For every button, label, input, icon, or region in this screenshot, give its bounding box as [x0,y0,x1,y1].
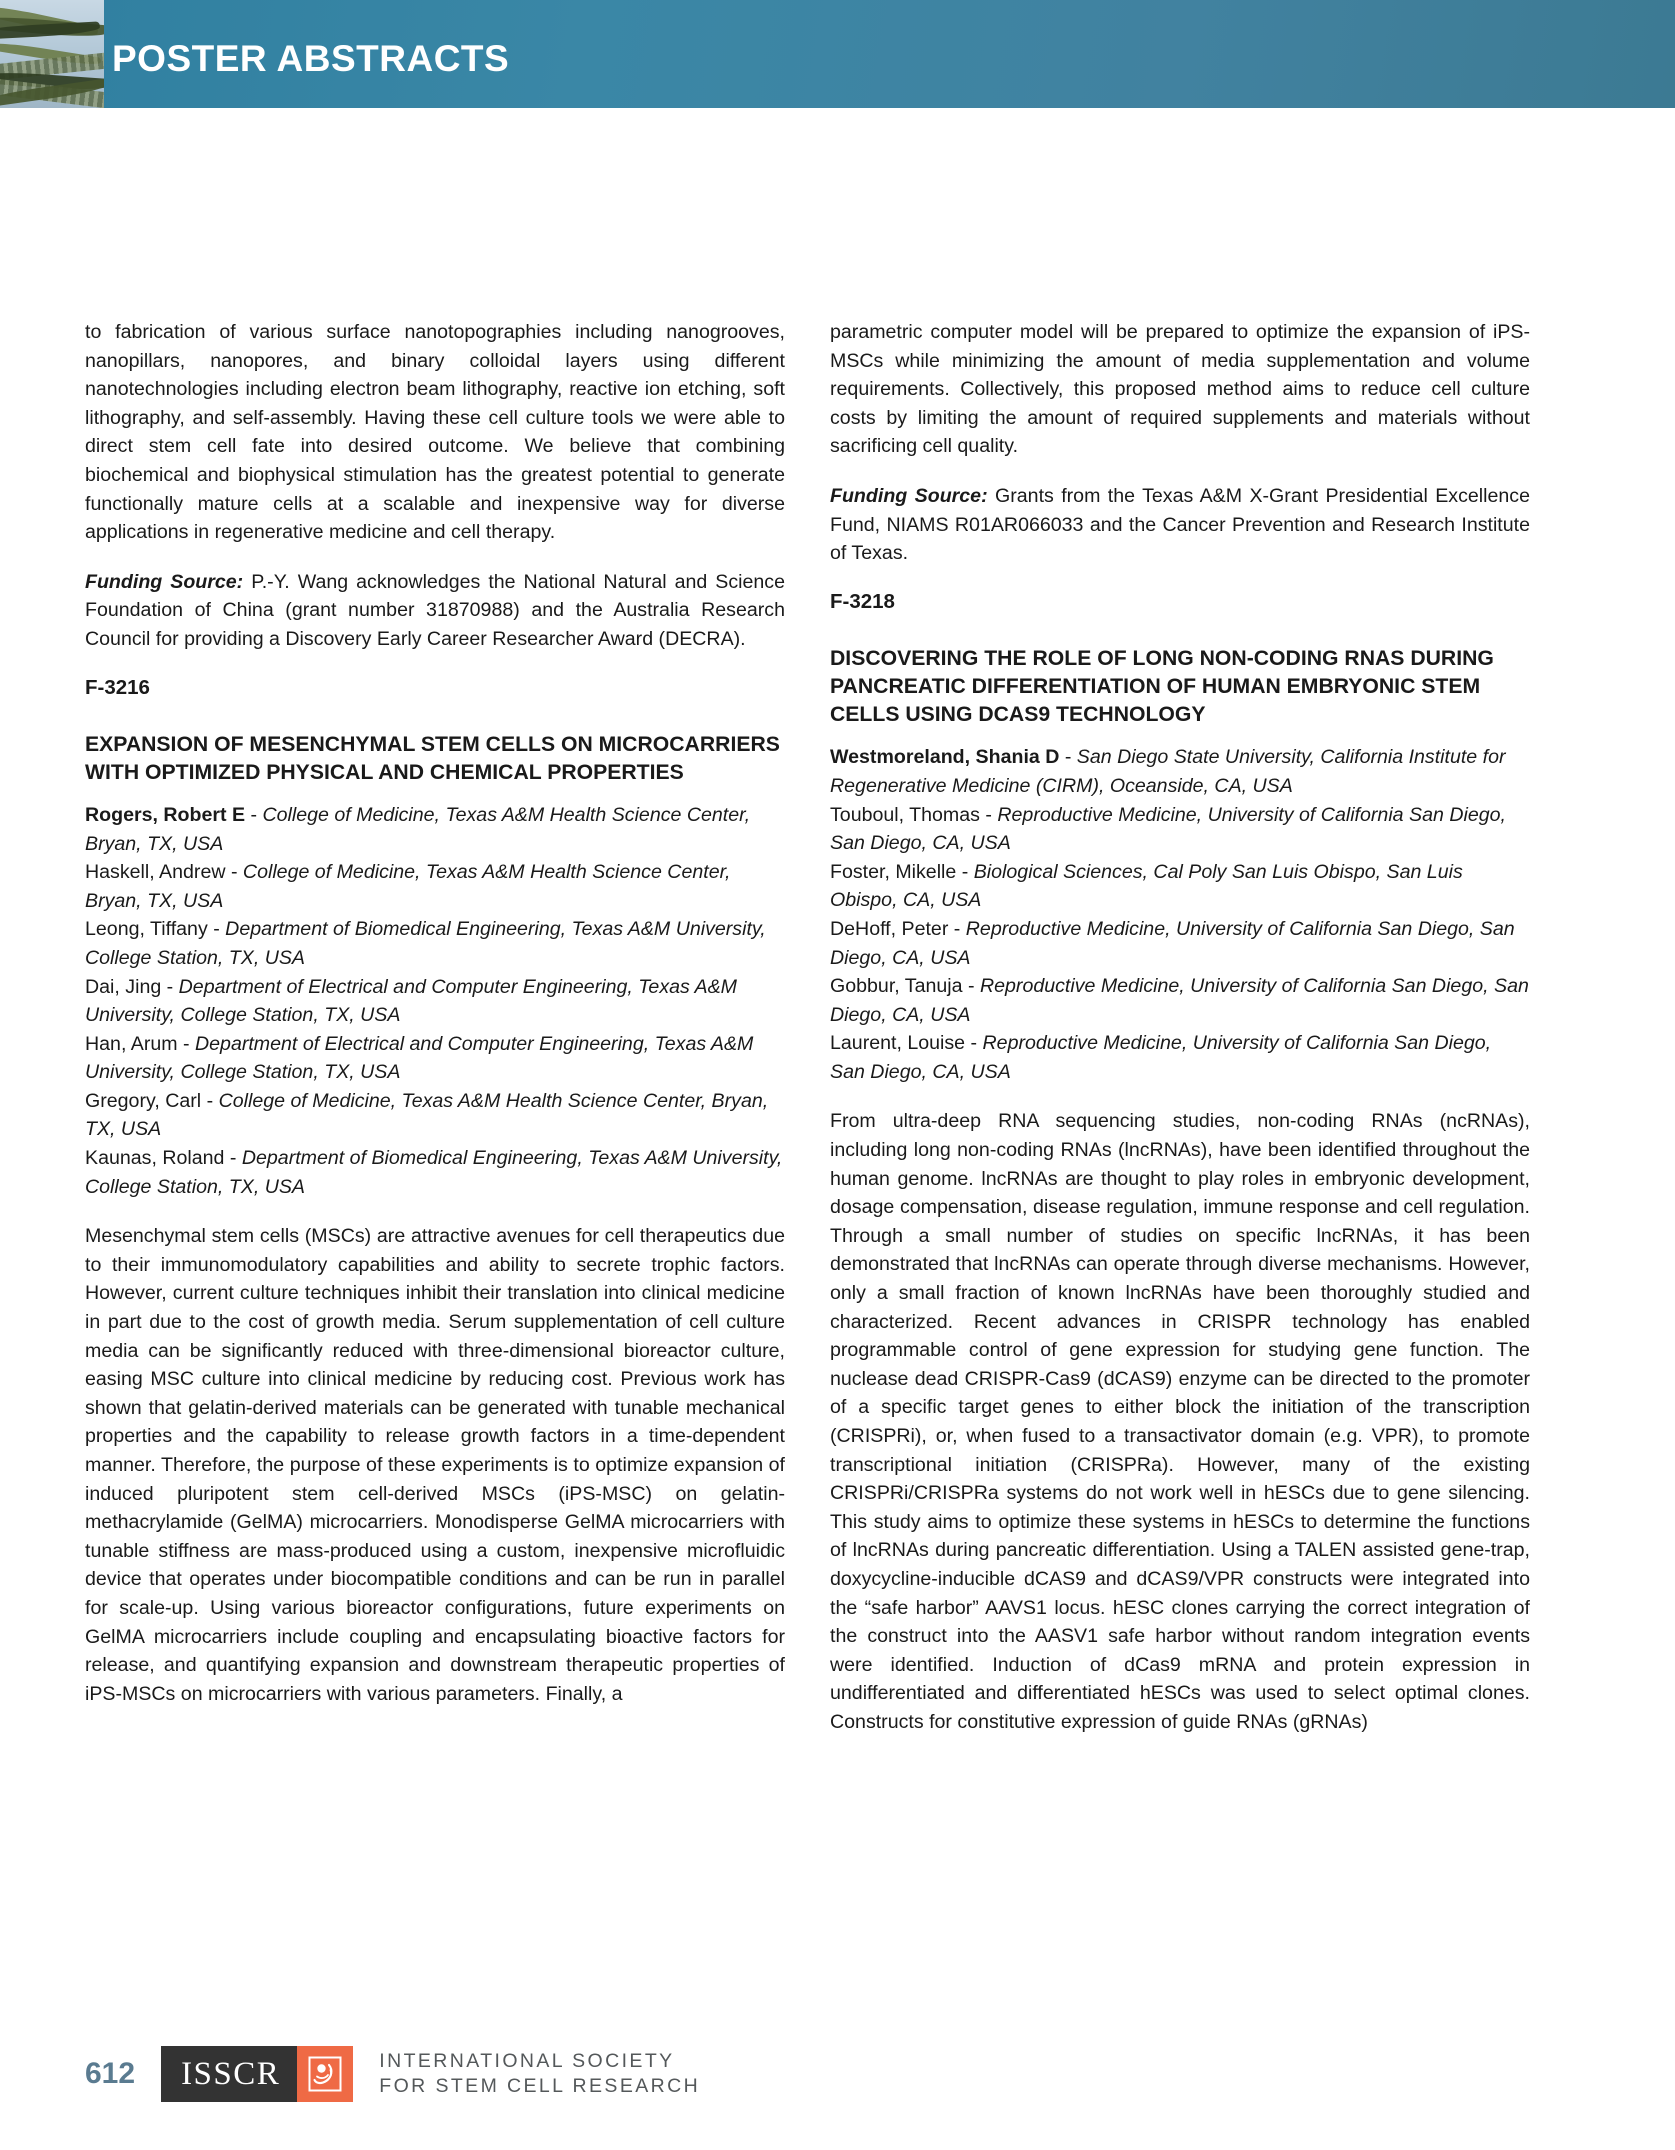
author-dash: - [201,1089,219,1112]
author-entry [830,915,1530,972]
isscr-wordmark-box [161,2046,297,2102]
author-name: Gregory, Carl [85,1089,202,1112]
author-entry [830,972,1530,1029]
author-affiliation: Reproductive Medicine, University of California San Diego, San Diego, CA, USA [830,1032,1492,1083]
isscr-org-name [379,2046,700,2102]
right-text-column [830,318,1530,1737]
author-dash: - [979,803,998,826]
author-affiliation: College of Medicine, Texas A&M Health Science Center, Bryan, TX, USA [85,861,731,912]
author-dash: - [956,860,974,883]
abstract-body-f3218: From ultra-deep RNA sequencing studies, non-coding RNAs (ncRNAs), including long non-coding RNAs (lncRNAs), have been identified throughout the human genome. lncRNAs are thought to play roles in embryonic development, dosage compensation, disease regulation, immune response and cell regulation. Through a small number of studies on specific lncRNAs, it has been demonstrated that lncRNAs can operate through diverse mechanisms. However, only a small fraction of known lncRNAs have been thoroughly studied and characterized. Recent advances in CRISPR technology has enabled programmable control of gene expression for studying gene function. The nuclease dead CRISPR-Cas9 (dCAS9) enzyme can be directed to the promoter of a specific target genes to either block the initiation of the transcription (CRISPRi), or, when fused to a transactivator domain (e.g. VPR), to promote transcriptional initiation (CRISPRa). However, many of the existing CRISPRi/CRISPRa systems do not work well in hESCs due to gene silencing. This study aims to optimize these systems in hESCs to determine the functions of lncRNAs during pancreatic differentiation. Using a TALEN assisted gene-trap, doxycycline-inducible dCAS9 and dCAS9/VPR constructs were integrated into the “safe harbor” AAVS1 locus. hESC clones carrying the correct integration of the construct into the AASV1 safe harbor without random integration events were identified. Induction of dCas9 mRNA and protein expression in undifferentiated and differentiated hESCs was used to select optimal clones. Constructs for constitutive expression of guide RNAs (gRNAs) [830,1110,1530,1733]
author-affiliation: Biological Sciences, Cal Poly San Luis Obispo, San Luis Obispo, CA, USA [830,860,1463,912]
continued-paragraph: parametric computer model will be prepared to optimize the expansion of iPS-MSCs while minimizing the amount of media supplementation and volume requirements. Collectively, this proposed method aims to reduce cell culture costs by limiting the amount of required supplements and materials without sacrificing cell quality. [830,321,1530,458]
author-dash: - [224,1147,242,1170]
author-affiliation: Department of Biomedical Engineering, Texas A&M University, College Station, TX, USA [85,1147,783,1198]
author-entry [830,801,1530,858]
page-number: 612 [85,2057,136,2090]
author-name: Leong, Tiffany [85,918,208,941]
author-name: Dai, Jing [85,975,162,998]
author-entry [85,915,785,972]
author-name: Haskell, Andrew [85,861,226,884]
author-name: DeHoff, Peter [830,917,949,940]
author-dash: - [962,975,980,998]
page-title: POSTER ABSTRACTS [112,38,510,79]
funding-source-label: Funding Source: [85,570,244,593]
author-entry [830,1029,1530,1086]
author-affiliation: Department of Electrical and Computer Engineering, Texas A&M University, College Station, TX, USA [85,1032,754,1084]
isscr-logo [161,2046,700,2102]
author-name: Laurent, Louise [830,1032,966,1055]
abstract-id-f3218: F-3218 [830,589,895,613]
author-entry [830,743,1530,800]
author-affiliation: San Diego State University, California Institute for Regenerative Medicine (CIRM), Oceanside, CA, USA [830,746,1506,797]
abstract-title-f3218: DISCOVERING THE ROLE OF LONG NON-CODING RNAS DURING PANCREATIC DIFFERENTIATION OF HUMAN EMBRYONIC STEM CELLS USING DCAS9 TECHNOLOGY [830,646,1494,727]
funding-source-text: Grants from the Texas A&M X-Grant Presidential Excellence Fund, NIAMS R01AR066033 and the Cancer Prevention and Research Institute of Texas. [830,484,1530,565]
author-dash: - [948,917,966,940]
author-entry [85,1087,785,1144]
author-affiliation: Reproductive Medicine, University of California San Diego, San Diego, CA, USA [830,803,1506,855]
author-dash: - [225,861,243,884]
author-affiliation: Department of Biomedical Engineering, Texas A&M University, College Station, TX, USA [85,918,766,969]
org-name-line-2: FOR STEM CELL RESEARCH [379,2075,701,2097]
author-dash: - [177,1032,195,1055]
author-dash: - [245,803,263,826]
author-list-f3218 [830,743,1530,1086]
abstract-body-f3216: Mesenchymal stem cells (MSCs) are attractive avenues for cell therapeutics due to their immunomodulatory capabilities and ability to secrete trophic factors. However, current culture techniques inhibit their translation into clinical medicine in part due to the cost of growth media. Serum supplementation of cell culture media can be significantly reduced with three-dimensional bioreactor culture, easing MSC culture into clinical medicine by reducing cost. Previous work has shown that gelatin-derived materials can be generated with tunable mechanical properties and the capability to release growth factors in a time-dependent manner. Therefore, the purpose of these experiments is to optimize expansion of induced pluripotent stem cell-derived MSCs (iPS-MSC) on gelatin-methacrylamide (GelMA) microcarriers. Monodisperse GelMA microcarriers with tunable stiffness are mass-produced using a custom, inexpensive microfluidic device that operates under biocompatible conditions and can be run in parallel for scale-up. Using various bioreactor configurations, future experiments on GelMA microcarriers include coupling and encapsulating bioactive factors for release, and quantifying expansion and downstream therapeutic properties of iPS-MSCs on microcarriers with various parameters. Finally, a [85,1225,785,1705]
org-name-line-1: INTERNATIONAL SOCIETY [379,2050,675,2072]
isscr-wordmark: ISSCR [181,2055,281,2092]
author-dash: - [207,918,226,941]
author-name: Rogers, Robert E [85,803,246,826]
author-entry [830,858,1530,915]
author-entry [85,973,785,1030]
author-dash: - [965,1032,983,1055]
isscr-spiral-mark [297,2046,353,2102]
funding-source-paragraph [85,568,785,654]
author-dash: - [1059,746,1077,769]
author-affiliation: Reproductive Medicine, University of California San Diego, San Diego, CA, USA [830,975,1529,1026]
abstract-title-f3216: EXPANSION OF MESENCHYMAL STEM CELLS ON MICROCARRIERS WITH OPTIMIZED PHYSICAL AND CHEMICAL PROPERTIES [85,732,780,784]
author-dash: - [161,975,179,998]
author-name: Foster, Mikelle [830,860,957,883]
author-affiliation: College of Medicine, Texas A&M Health Science Center, Bryan, TX, USA [85,803,751,855]
author-name: Gobbur, Tanuja [830,975,963,998]
funding-source-label: Funding Source: [830,484,988,507]
author-entry [85,1144,785,1201]
author-affiliation: College of Medicine, Texas A&M Health Science Center, Bryan, TX, USA [85,1089,769,1141]
author-affiliation: Department of Electrical and Computer Engineering, Texas A&M University, College Station, TX, USA [85,975,737,1027]
author-entry [85,801,785,858]
author-list-f3216 [85,801,785,1201]
funding-source-text: P.-Y. Wang acknowledges the National Natural and Science Foundation of China (grant number 31870988) and the Australia Research Council for providing a Discovery Early Career Researcher Award (DECRA). [85,570,785,650]
continued-paragraph: to fabrication of various surface nanotopographies including nanogrooves, nanopillars, nanopores, and binary colloidal layers using different nanotechnologies including electron beam lithography, reactive ion etching, soft lithography, and self-assembly. Having these cell culture tools we were able to direct stem cell fate into desired outcome. We believe that combining biochemical and biophysical stimulation has the greatest potential to generate functionally mature cells at a scalable and inexpensive way for diverse applications in regenerative medicine and cell therapy. [85,321,785,544]
author-name: Touboul, Thomas [830,803,980,826]
author-name: Han, Arum [85,1032,178,1055]
left-text-column [85,318,785,1708]
abstract-id-f3216: F-3216 [85,675,150,699]
author-name: Kaunas, Roland [85,1147,225,1170]
page-footer [85,2042,700,2106]
author-entry [85,1030,785,1087]
funding-source-paragraph [830,482,1530,568]
author-entry [85,858,785,915]
author-affiliation: Reproductive Medicine, University of California San Diego, San Diego, CA, USA [830,917,1515,969]
author-name: Westmoreland, Shania D [830,746,1060,769]
